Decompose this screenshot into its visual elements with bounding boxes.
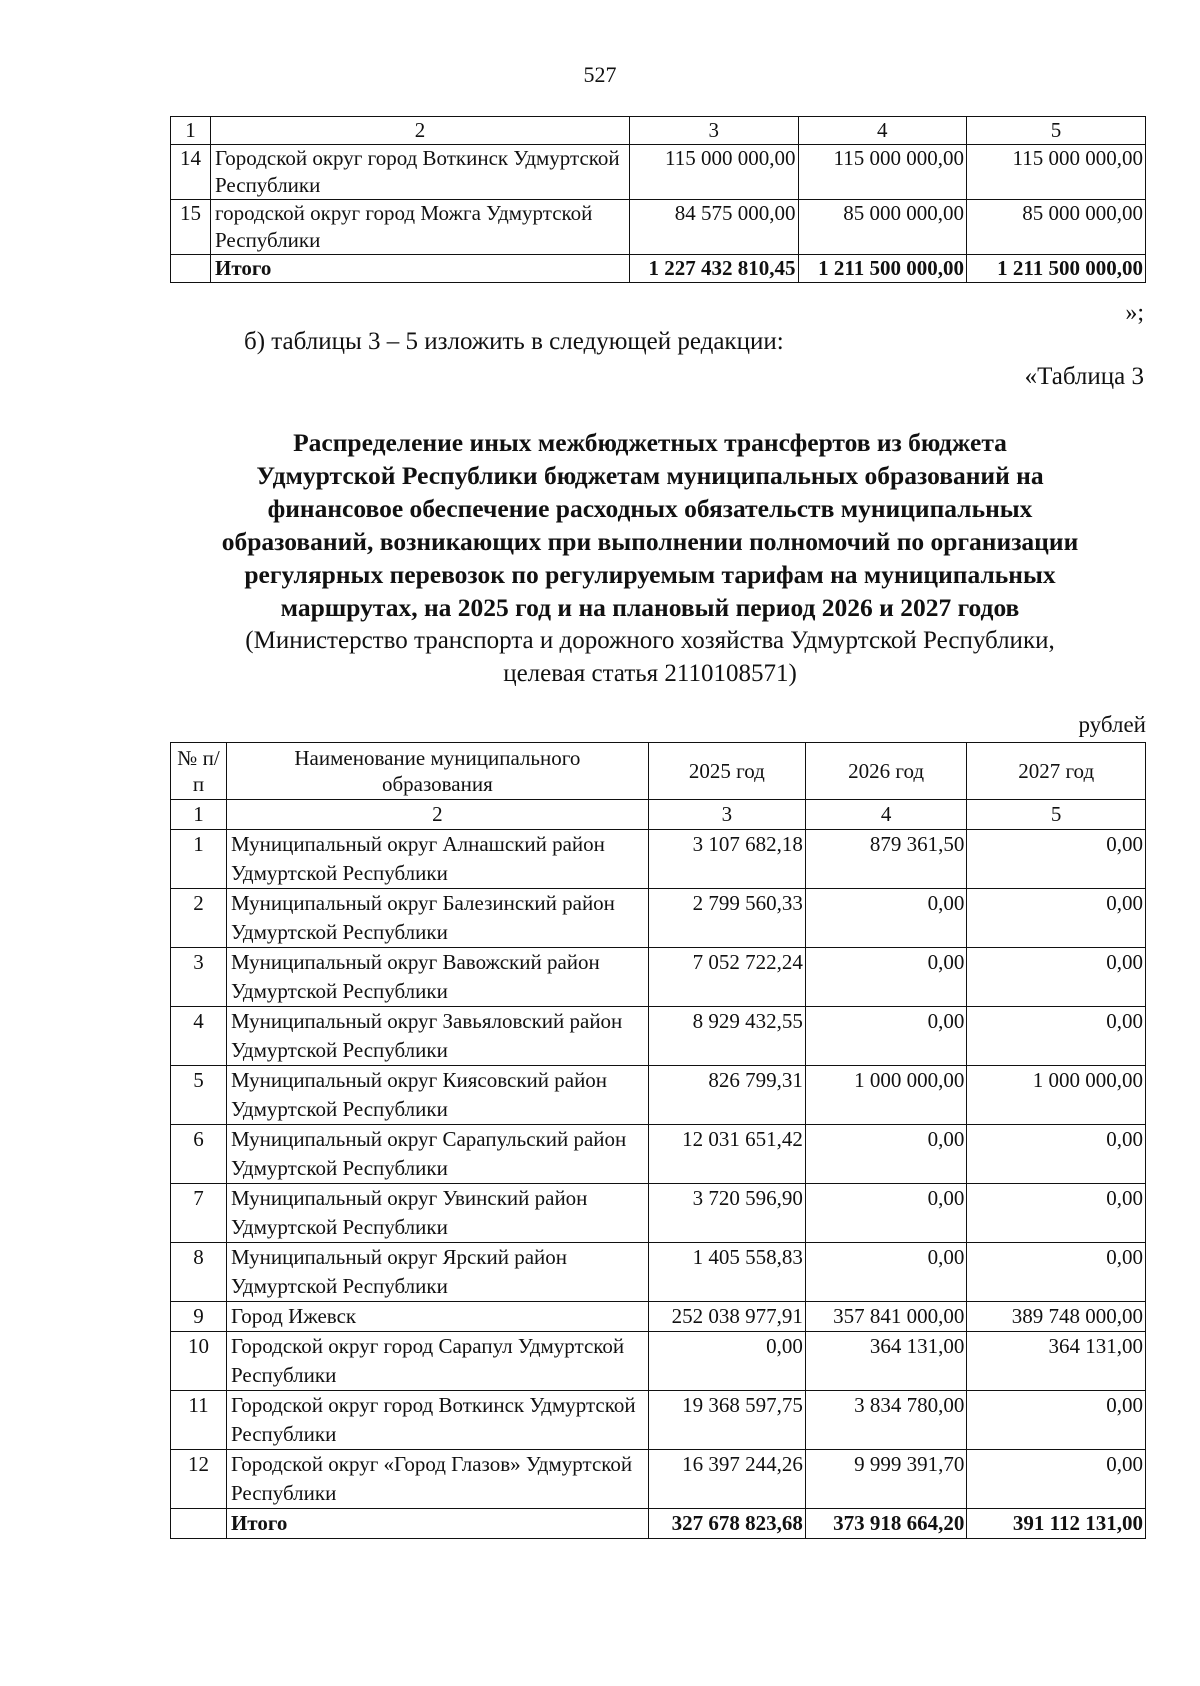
value-2027: 0,00 [967,948,1146,1007]
municipality-name: Муниципальный округ Киясовский район Удмуртской Республики [226,1066,648,1125]
value-2025: 19 368 597,75 [648,1391,805,1450]
column-number-row [171,800,1146,830]
page-number: 527 [583,62,617,87]
table-row [171,948,1146,1007]
row-number: 2 [171,889,227,948]
row-number: 6 [171,1125,227,1184]
value-2027: 0,00 [967,830,1146,889]
value-2026: 0,00 [805,948,966,1007]
header-num: № п/п [171,743,227,800]
municipality-name: городской округ город Можга Удмуртской Республики [211,200,630,255]
municipality-name: Городской округ город Воткинск Удмуртской Республики [226,1391,648,1450]
row-number: 5 [171,1066,227,1125]
municipality-name: Муниципальный округ Сарапульский район Удмуртской Республики [226,1125,648,1184]
row-number: 4 [171,1007,227,1066]
subtitle-line: (Министерство транспорта и дорожного хозяйства Удмуртской Республики, [245,627,1055,654]
table-row [171,1125,1146,1184]
table-row [171,1243,1146,1302]
value-2026: 0,00 [805,1184,966,1243]
value-2027: 0,00 [967,1125,1146,1184]
value-2027: 0,00 [967,1243,1146,1302]
total-2027: 391 112 131,00 [967,1509,1146,1539]
table-row [171,200,1146,255]
table-row [171,1007,1146,1066]
municipality-name: Муниципальный округ Ярский район Удмуртской Республики [226,1243,648,1302]
value-2027: 0,00 [967,1391,1146,1450]
col-number: 1 [171,800,227,830]
municipality-name: Муниципальный округ Балезинский район Удмуртской Республики [226,889,648,948]
value-2026: 0,00 [805,889,966,948]
row-number: 9 [171,1302,227,1332]
total-2025: 327 678 823,68 [648,1509,805,1539]
total-label: Итого [211,255,630,283]
value-2027: 364 131,00 [967,1332,1146,1391]
previous-table-continuation [170,116,1146,283]
value-2026: 1 000 000,00 [805,1066,966,1125]
total-col-5: 1 211 500 000,00 [966,255,1145,283]
value-2026: 0,00 [805,1007,966,1066]
municipality-name: Муниципальный округ Завьяловский район Удмуртской Республики [226,1007,648,1066]
empty-cell [171,1509,227,1539]
col-number: 1 [171,117,211,145]
header-2026: 2026 год [805,743,966,800]
value-2025: 826 799,31 [648,1066,805,1125]
value-2026: 879 361,50 [805,830,966,889]
value-col-4: 85 000 000,00 [798,200,966,255]
subtitle-line: целевая статья 2110108571) [503,660,797,687]
total-row [171,255,1146,283]
header-name: Наименование муниципального образования [226,743,648,800]
value-2027: 0,00 [967,1450,1146,1509]
row-number: 12 [171,1450,227,1509]
row-number: 7 [171,1184,227,1243]
col-number: 4 [805,800,966,830]
value-col-4: 115 000 000,00 [798,145,966,200]
table-header-row [171,743,1146,800]
total-2026: 373 918 664,20 [805,1509,966,1539]
value-2026: 364 131,00 [805,1332,966,1391]
municipality-name: Городской округ город Воткинск Удмуртской Республики [211,145,630,200]
column-number-row [171,117,1146,145]
value-2025: 0,00 [648,1332,805,1391]
row-number: 11 [171,1391,227,1450]
table-row [171,1332,1146,1391]
value-2025: 12 031 651,42 [648,1125,805,1184]
value-col-3: 84 575 000,00 [630,200,798,255]
value-2025: 16 397 244,26 [648,1450,805,1509]
value-2025: 2 799 560,33 [648,889,805,948]
value-2025: 1 405 558,83 [648,1243,805,1302]
table-row [171,1066,1146,1125]
total-label: Итого [226,1509,648,1539]
table-subtitle [150,624,1150,690]
col-number: 4 [798,117,966,145]
total-row [171,1509,1146,1539]
municipality-name: Муниципальный округ Алнашский район Удмуртской Республики [226,830,648,889]
value-2025: 8 929 432,55 [648,1007,805,1066]
value-2026: 0,00 [805,1125,966,1184]
value-2027: 389 748 000,00 [967,1302,1146,1332]
header-2025: 2025 год [648,743,805,800]
value-2025: 3 107 682,18 [648,830,805,889]
closing-quote: »; [1125,300,1144,326]
row-number: 8 [171,1243,227,1302]
col-number: 2 [226,800,648,830]
row-number: 14 [171,145,211,200]
table-row [171,1450,1146,1509]
empty-cell [171,255,211,283]
title-line: регулярных перевозок по регулируемым тарифам на муниципальных [244,560,1056,589]
value-2027: 0,00 [967,1007,1146,1066]
municipality-name: Городской округ «Город Глазов» Удмуртской Республики [226,1450,648,1509]
header-2027: 2027 год [967,743,1146,800]
table-title [150,426,1150,624]
title-line: Удмуртской Республики бюджетам муниципальных образований на [256,461,1044,490]
table-row [171,145,1146,200]
row-number: 15 [171,200,211,255]
col-number: 5 [967,800,1146,830]
municipality-name: Городской округ город Сарапул Удмуртской Республики [226,1332,648,1391]
value-2026: 357 841 000,00 [805,1302,966,1332]
value-2027: 0,00 [967,1184,1146,1243]
col-number: 3 [648,800,805,830]
row-number: 10 [171,1332,227,1391]
value-2026: 3 834 780,00 [805,1391,966,1450]
value-2027: 0,00 [967,889,1146,948]
value-2025: 7 052 722,24 [648,948,805,1007]
distribution-table [170,742,1146,1539]
total-col-3: 1 227 432 810,45 [630,255,798,283]
col-number: 5 [966,117,1145,145]
municipality-name: Муниципальный округ Вавожский район Удмуртской Республики [226,948,648,1007]
value-2027: 1 000 000,00 [967,1066,1146,1125]
title-line: маршрутах, на 2025 год и на плановый период 2026 и 2027 годов [280,593,1020,622]
currency-unit: рублей [1078,712,1146,737]
title-line: Распределение иных межбюджетных трансфертов из бюджета [293,428,1007,457]
title-line: финансовое обеспечение расходных обязательств муниципальных [267,494,1033,523]
value-col-5: 115 000 000,00 [966,145,1145,200]
table-label: «Таблица 3 [1024,363,1144,390]
table-row [171,1184,1146,1243]
value-2025: 252 038 977,91 [648,1302,805,1332]
value-col-5: 85 000 000,00 [966,200,1145,255]
table-row [171,1302,1146,1332]
value-2026: 9 999 391,70 [805,1450,966,1509]
row-number: 3 [171,948,227,1007]
value-col-3: 115 000 000,00 [630,145,798,200]
table-row [171,889,1146,948]
row-number: 1 [171,830,227,889]
municipality-name: Город Ижевск [226,1302,648,1332]
table-row [171,1391,1146,1450]
total-col-4: 1 211 500 000,00 [798,255,966,283]
value-2025: 3 720 596,90 [648,1184,805,1243]
value-2026: 0,00 [805,1243,966,1302]
municipality-name: Муниципальный округ Увинский район Удмуртской Республики [226,1184,648,1243]
col-number: 2 [211,117,630,145]
amendment-instruction: б) таблицы 3 – 5 изложить в следующей редакции: [244,328,784,355]
title-line: образований, возникающих при выполнении полномочий по организации [221,527,1079,556]
table-row [171,830,1146,889]
col-number: 3 [630,117,798,145]
